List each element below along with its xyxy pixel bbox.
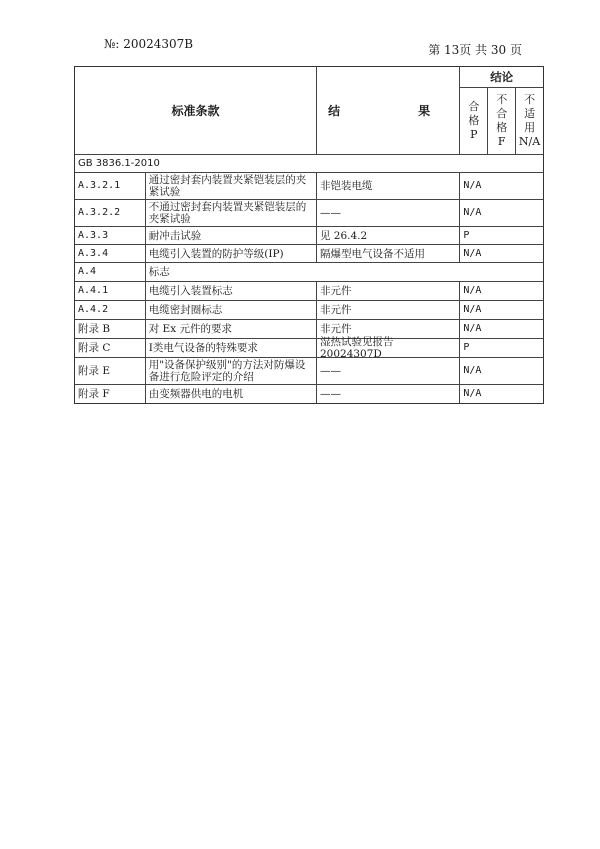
clause-number: 附录 F: [78, 388, 110, 400]
clause-conclusion: P: [459, 339, 543, 357]
clause-result: 湿热试验见报告 20024307D: [316, 339, 459, 357]
clause-number: 附录 C: [78, 342, 111, 354]
clause-number: 附录 B: [78, 323, 111, 335]
clause-item: 不通过密封套内装置夹紧铠装层的夹紧试验: [145, 200, 316, 226]
table-row: [75, 384, 543, 403]
table-row: [75, 199, 543, 226]
clause-item: Ⅰ类电气设备的特殊要求: [145, 339, 316, 357]
clause-number: A.4: [78, 266, 97, 277]
table-row: [75, 319, 543, 338]
clause-number: A.3.2.1: [78, 180, 121, 191]
table-header: [75, 67, 543, 154]
clause-item: 通过密封套内装置夹紧铠装层的夹紧试验: [145, 173, 316, 199]
clause-conclusion: N/A: [459, 245, 543, 262]
clause-item: 用"设备保护级别"的方法对防爆设备进行危险评定的介绍: [145, 358, 316, 384]
clause-number: A.4.2: [78, 304, 109, 315]
conclusion-title: 结论: [460, 67, 543, 88]
clause-result: 见 26.4.2: [316, 227, 459, 244]
clause-table: [74, 66, 544, 404]
clause-result: 非元件: [316, 282, 459, 300]
conclusion-na-header: 不 适 用 N/A: [515, 88, 543, 154]
report-number: №: 20024307B: [104, 37, 194, 51]
clause-item: 标志: [145, 263, 543, 281]
clause-result: 非元件: [316, 320, 459, 338]
table-row: [75, 172, 543, 199]
clause-result: 隔爆型电气设备不适用: [316, 245, 459, 262]
table-row: [75, 281, 543, 300]
clause-item: 耐冲击试验: [145, 227, 316, 244]
clause-result: ——: [316, 385, 459, 403]
clause-item: 电缆引入装置的防护等级(IP): [145, 245, 316, 262]
header-conclusion: [459, 67, 543, 154]
clause-number: A.3.2.2: [78, 207, 121, 218]
clause-conclusion: N/A: [459, 385, 543, 403]
clause-result: ——: [316, 358, 459, 384]
clause-conclusion: N/A: [459, 320, 543, 338]
page-info: 第 13页 共 30 页: [428, 43, 522, 57]
clause-result: 非元件: [316, 301, 459, 319]
table-row: [75, 226, 543, 244]
clause-conclusion: N/A: [459, 200, 543, 226]
conclusion-pass-header: 合 格 P: [468, 100, 480, 141]
clause-result: 非铠装电缆: [316, 173, 459, 199]
table-row: [75, 300, 543, 319]
clause-item: 由变频器供电的电机: [145, 385, 316, 403]
clause-result: ——: [316, 200, 459, 226]
clause-conclusion: N/A: [459, 358, 543, 384]
standard-row: [75, 154, 543, 172]
clause-conclusion: P: [459, 227, 543, 244]
clause-number: A.4.1: [78, 285, 109, 296]
table-row: [75, 357, 543, 384]
clause-conclusion: N/A: [459, 173, 543, 199]
header-result: 结 果: [316, 67, 459, 154]
standard-name: GB 3836.1-2010: [78, 157, 160, 169]
header-clause: 标准条款: [171, 103, 220, 118]
clause-conclusion: N/A: [459, 282, 543, 300]
clause-conclusion: N/A: [459, 301, 543, 319]
clause-item: 电缆引入装置标志: [145, 282, 316, 300]
table-row: [75, 262, 543, 281]
clause-number: A.3.3: [78, 229, 109, 241]
table-row: [75, 336, 543, 360]
clause-number: 附录 E: [78, 365, 111, 377]
clause-item: 电缆密封圈标志: [145, 301, 316, 319]
clause-item: 对 Ex 元件的要求: [145, 320, 316, 338]
conclusion-fail-header: 不 合 格 F: [487, 88, 515, 154]
clause-number: A.3.4: [78, 247, 109, 259]
table-row: [75, 244, 543, 262]
